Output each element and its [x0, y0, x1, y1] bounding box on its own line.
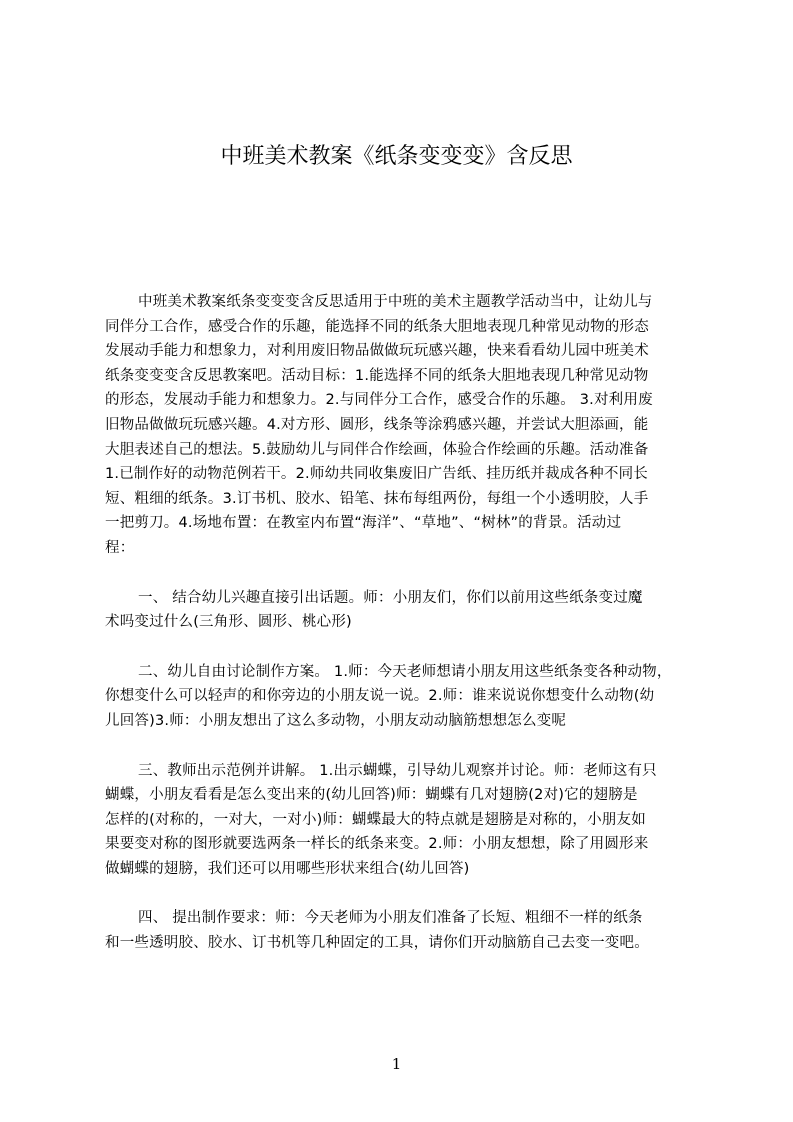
- text-line: 纸条变变变含反思教案吧。活动目标：1.能选择不同的纸条大胆地表现几种常见动物: [105, 367, 649, 384]
- text-line: 中班美术教案纸条变变变含反思适用于中班的美术主题教学活动当中，让幼儿与: [138, 294, 653, 310]
- text-line: 程：: [105, 539, 135, 556]
- paragraph-step-one: [105, 586, 705, 635]
- text-line: 果要变对称的图形就要选两条一样长的纸条来变。2.师：小朋友想想，除了用圆形来: [105, 836, 649, 853]
- text-line: 三、教师出示范例并讲解。 1.出示蝴蝶，引导幼儿观察并讨论。师：老师这有只: [138, 762, 657, 779]
- text-line: 你想变什么可以轻声的和你旁边的小朋友说一说。2.师：谁来说说你想变什么动物(幼: [105, 688, 655, 705]
- text-line: 术吗变过什么(三角形、圆形、桃心形): [105, 614, 352, 631]
- paragraph-step-two: [105, 660, 705, 734]
- text-line: 蝴蝶，小朋友看看是怎么变出来的(幼儿回答)师：蝴蝶有几对翅膀(2对)它的翅膀是: [105, 787, 638, 804]
- document-body: [105, 290, 705, 981]
- paragraph-step-four: [105, 906, 705, 955]
- text-line: 和一些透明胶、胶水、订书机等几种固定的工具，请你们开动脑筋自己去变一变吧。: [105, 935, 649, 952]
- text-line: 大胆表述自己的想法。5.鼓励幼儿与同伴合作绘画，体验合作绘画的乐趣。活动准备: [105, 441, 649, 458]
- text-line: 的形态，发展动手能力和想象力。2.与同伴分工合作，感受合作的乐趣。 3.对利用废: [105, 392, 653, 409]
- paragraph-intro: [105, 290, 705, 561]
- text-line: 旧物品做做玩玩感兴趣。4.对方形、圆形，线条等涂鸦感兴趣，并尝试大胆添画，能: [105, 416, 649, 433]
- text-line: 发展动手能力和想象力，对利用废旧物品做做玩玩感兴趣，快来看看幼儿园中班美术: [105, 343, 649, 360]
- text-line: 四、 提出制作要求：师：今天老师为小朋友们准备了长短、粗细不一样的纸条: [138, 910, 643, 927]
- text-line: 做蝴蝶的翅膀，我们还可以用哪些形状来组合(幼儿回答): [105, 860, 470, 877]
- paragraph-step-three: [105, 759, 705, 882]
- text-line: 1.已制作好的动物范例若干。2.师幼共同收集废旧广告纸、挂历纸并裁成各种不同长: [105, 466, 648, 483]
- text-line: 一把剪刀。4.场地布置：在教室内布置“海洋”、“草地”、“树林”的背景。活动过: [105, 515, 622, 532]
- document-title: 中班美术教案《纸条变变变》含反思: [220, 144, 573, 169]
- text-line: 同伴分工合作，感受合作的乐趣，能选择不同的纸条大胆地表现几种常见动物的形态: [105, 318, 649, 335]
- text-line: 怎样的(对称的，一对大，一对小)师：蝴蝶最大的特点就是翅膀是对称的，小朋友如: [105, 811, 646, 828]
- text-line: 儿回答)3.师：小朋友想出了这么多动物，小朋友动动脑筋想想怎么变呢: [105, 712, 567, 729]
- page-number: 1: [391, 1055, 402, 1073]
- text-line: 二、幼儿自由讨论制作方案。 1.师：今天老师想请小朋友用这些纸条变各种动物，: [138, 663, 672, 680]
- text-line: 一、 结合幼儿兴趣直接引出话题。师：小朋友们，你们以前用这些纸条变过魔: [138, 589, 643, 606]
- text-line: 短、粗细的纸条。3.订书机、胶水、铅笔、抹布每组两份，每组一个小透明胶，人手: [105, 490, 649, 507]
